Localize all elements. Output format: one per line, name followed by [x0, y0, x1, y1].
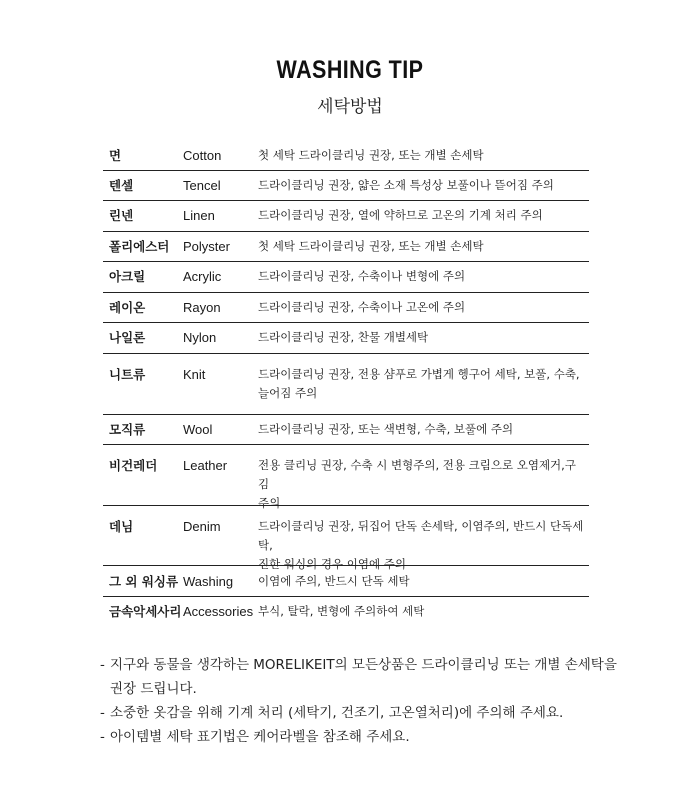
washing-instruction: 드라이클리닝 권장, 수축이나 변형에 주의	[258, 269, 466, 283]
washing-instruction: 드라이클리닝 권장, 또는 색변형, 수축, 보풀에 주의	[258, 422, 514, 436]
care-notes	[100, 653, 630, 749]
material-english: Leather	[183, 458, 228, 473]
washing-instruction: 드라이클리닝 권장, 열에 약하므로 고온의 기계 처리 주의	[258, 208, 543, 222]
material-korean: 비건레더	[109, 458, 158, 473]
table-row	[103, 293, 589, 323]
note-dash: -	[100, 729, 105, 745]
material-korean: 나일론	[109, 330, 146, 345]
material-korean: 모직류	[109, 422, 146, 437]
table-row	[103, 354, 589, 415]
material-korean: 니트류	[109, 367, 146, 382]
table-row	[103, 140, 589, 171]
material-korean: 텐셀	[109, 178, 134, 193]
table-row	[103, 597, 589, 627]
material-english: Wool	[183, 422, 213, 437]
material-english: Linen	[183, 208, 215, 223]
note-dash: -	[100, 657, 105, 673]
table-row	[103, 232, 589, 262]
material-english: Polyster	[183, 239, 230, 254]
note-text: 아이템별 세탁 표기법은 케어라벨을 참조해 주세요.	[110, 729, 410, 745]
table-row	[103, 323, 589, 354]
material-english: Denim	[183, 519, 221, 534]
note-dash: -	[100, 705, 105, 721]
note-text: 지구와 동물을 생각하는 MORELIKEIT의 모든상품은 드라이클리닝 또는 개별 손세탁을 권장 드립니다.	[110, 657, 617, 697]
washing-instruction: 전용 클리닝 권장, 수축 시 변형주의, 전용 크림으로 오염제거,구김 주의	[258, 458, 576, 510]
table-row	[103, 171, 589, 201]
washing-instruction: 드라이클리닝 권장, 수축이나 고온에 주의	[258, 300, 466, 314]
material-english: Knit	[183, 367, 206, 382]
material-english: Tencel	[183, 178, 221, 193]
washing-instruction: 첫 세탁 드라이클리닝 권장, 또는 개별 손세탁	[258, 148, 484, 162]
note-text: 소중한 옷감을 위해 기계 처리 (세탁기, 건조기, 고온열처리)에 주의해 주세요.	[110, 705, 564, 721]
page-subtitle: 세탁방법	[317, 97, 383, 117]
material-english: Nylon	[183, 330, 217, 345]
washing-instruction: 부식, 탈락, 변형에 주의하여 세탁	[258, 604, 425, 618]
material-korean: 그 외 워싱류	[109, 574, 179, 589]
washing-instruction: 드라이클리닝 권장, 얇은 소재 특성상 보풀이나 뜯어짐 주의	[258, 178, 554, 192]
table-row	[103, 262, 589, 293]
washing-instruction: 이염에 주의, 반드시 단독 세탁	[258, 574, 410, 588]
material-korean: 아크릴	[109, 269, 146, 284]
washing-instruction: 첫 세탁 드라이클리닝 권장, 또는 개별 손세탁	[258, 239, 484, 253]
note-item	[100, 701, 630, 725]
material-korean: 레이온	[109, 300, 146, 315]
material-english: Accessories	[183, 604, 254, 619]
table-row	[103, 445, 589, 510]
page-title: WASHING TIP	[276, 56, 424, 84]
material-english: Rayon	[183, 300, 221, 315]
material-english: Acrylic	[183, 269, 222, 284]
washing-table	[103, 140, 589, 627]
material-korean: 폴리에스터	[109, 239, 170, 254]
table-row	[103, 201, 589, 232]
table-row	[103, 506, 589, 571]
material-korean: 데님	[109, 519, 134, 534]
washing-instruction: 드라이클리닝 권장, 전용 샴푸로 가볍게 헹구어 세탁, 보풀, 수축, 늘어짐 주의	[258, 367, 580, 400]
table-row	[103, 415, 589, 445]
note-item	[100, 653, 630, 701]
material-english: Washing	[183, 574, 234, 589]
note-item	[100, 725, 630, 749]
material-korean: 면	[109, 148, 122, 163]
material-korean: 린넨	[109, 208, 134, 223]
washing-instruction: 드라이클리닝 권장, 뒤집어 단독 손세탁, 이염주의, 반드시 단독세탁, 진한 워싱의 경우 이염에 주의	[258, 519, 584, 571]
material-english: Cotton	[183, 148, 222, 163]
washing-instruction: 드라이클리닝 권장, 찬물 개별세탁	[258, 330, 429, 344]
material-korean: 금속악세사리	[109, 604, 182, 619]
